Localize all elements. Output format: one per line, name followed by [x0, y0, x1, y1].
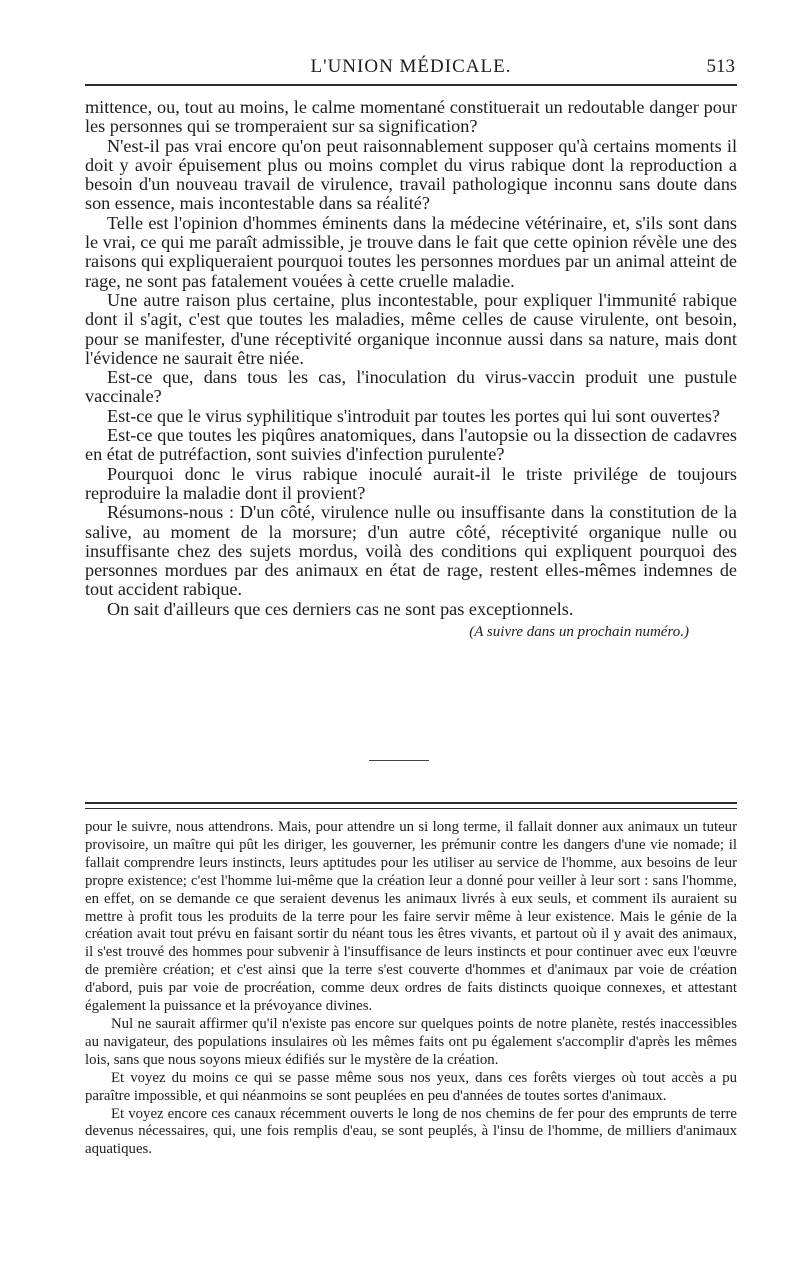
article-body	[85, 98, 737, 642]
article-paragraph: Est-ce que toutes les piqûres anatomiques, dans l'autopsie ou la dissection de cadavres en état de putréfaction, sont suivies d'infection purulente?	[85, 425, 737, 465]
article-paragraph: On sait d'ailleurs que ces derniers cas ne sont pas exceptionnels.	[107, 598, 574, 619]
page-header	[85, 50, 737, 86]
feuilleton-separator	[85, 802, 737, 809]
article-paragraph: Est-ce que, dans tous les cas, l'inoculation du virus-vaccin produit une pustule vaccinale?	[85, 367, 737, 407]
article-paragraph: Est-ce que le virus syphilitique s'introduit par toutes les portes qui lui sont ouvertes?	[107, 405, 720, 426]
article-paragraph: mittence, ou, tout au moins, le calme momentané constituerait un redoutable danger pour les personnes qui se tromperaient sur sa signification?	[85, 97, 737, 137]
feuilleton-paragraph: Et voyez encore ces canaux récemment ouverts le long de nos chemins de fer pour des emprunts de terre devenus nécessaires, qui, une fois remplis d'eau, se sont peuplés, à l'insu de l'homme, de milliers d'animaux aquatiques.	[85, 1105, 737, 1158]
page-number: 513	[706, 56, 735, 77]
continuation-note: (A suivre dans un prochain numéro.)	[469, 624, 689, 641]
feuilleton-body	[85, 819, 737, 1159]
feuilleton-paragraph: pour le suivre, nous attendrons. Mais, pour attendre un si long terme, il fallait donner aux animaux un tuteur provisoire, un maître qui pût les diriger, les gouverner, les prémunir contre les dangers d'une vie nomade; il fallait comprendre leurs instincts, leurs aptitudes pour les utiliser au service de l'homme, aux besoins de leur propre existence; c'est l'homme lui-même que la création leur a donné pour veiller à leur sort : sans l'homme, en effet, on se demande ce que seraient devenus les animaux livrés à eux seuls, et comment ils auraient su mettre à profit tous les produits de la terre pour les faire servir même à leur existence. Mais le génie de la création avait tout prévu en faisant sortir du néant tous les êtres vivants, et partout où il y avait des animaux, il s'est trouvé des hommes pour subvenir à l'insuffisance de leurs instincts et pour continuer avec eux l'œuvre de première création; et c'est ainsi que la terre s'est couverte d'hommes et d'animaux par voie de création d'abord, puis par voie de procréation, comme deux ordres de faits distincts quoique connexes, et attestant également la puissance et la prévoyance divines.	[85, 819, 737, 1015]
article-paragraph: N'est-il pas vrai encore qu'on peut raisonnablement supposer qu'à certains moments il doit y avoir épuisement plus ou moins complet du virus rabique dont la reproduction a besoin d'un nouveau travail de virulence, travail pathologique inconnu sans doute dans son essence, mais incontestable dans sa réalité?	[85, 135, 737, 214]
article-paragraph: Une autre raison plus certaine, plus incontestable, pour expliquer l'immunité rabique dont il s'agit, c'est que toutes les maladies, même celles de cause virulente, ont besoin, pour se manifester, d'une réceptivité organique inconnue aussi dans sa nature, mais dont l'évidence ne saurait être niée.	[85, 289, 737, 368]
feuilleton-paragraph: Nul ne saurait affirmer qu'il n'existe pas encore sur quelques points de notre planète, restés inaccessibles au navigateur, des populations insulaires où les mêmes faits ont pu également s'accomplir d'après les mêmes lois, sans que nous soyons mieux édifiés sur le mystère de la création.	[85, 1015, 737, 1068]
article-paragraph: Telle est l'opinion d'hommes éminents dans la médecine vétérinaire, et, s'ils sont dans le vrai, ce qui me paraît admissible, je trouve dans le fait que cette opinion révèle une des raisons qui expliqueraient pourquoi toutes les personnes mordues par un animal atteint de rage, ne sont pas fatalement vouées à cette cruelle maladie.	[85, 212, 737, 291]
article-paragraph: Pourquoi donc le virus rabique inoculé aurait-il le triste privilége de toujours reproduire la maladie dont il provient?	[85, 463, 737, 503]
section-divider	[369, 760, 429, 761]
article-paragraph: Résumons-nous : D'un côté, virulence nulle ou insuffisante dans la constitution de la salive, au moment de la morsure; d'un autre côté, réceptivité organique nulle ou insuffisante chez des sujets mordus, voilà des conditions qui expliquent pourquoi des personnes mordues par des animaux en état de rage, restent elles-mêmes indemnes de tout accident rabique.	[85, 502, 737, 600]
running-title: L'UNION MÉDICALE.	[310, 56, 512, 77]
feuilleton-paragraph: Et voyez du moins ce qui se passe même sous nos yeux, dans ces forêts vierges où tout accès a pu paraître impossible, et qui néanmoins se sont peuplées en peu d'années de toutes sortes d'animaux.	[85, 1069, 737, 1104]
